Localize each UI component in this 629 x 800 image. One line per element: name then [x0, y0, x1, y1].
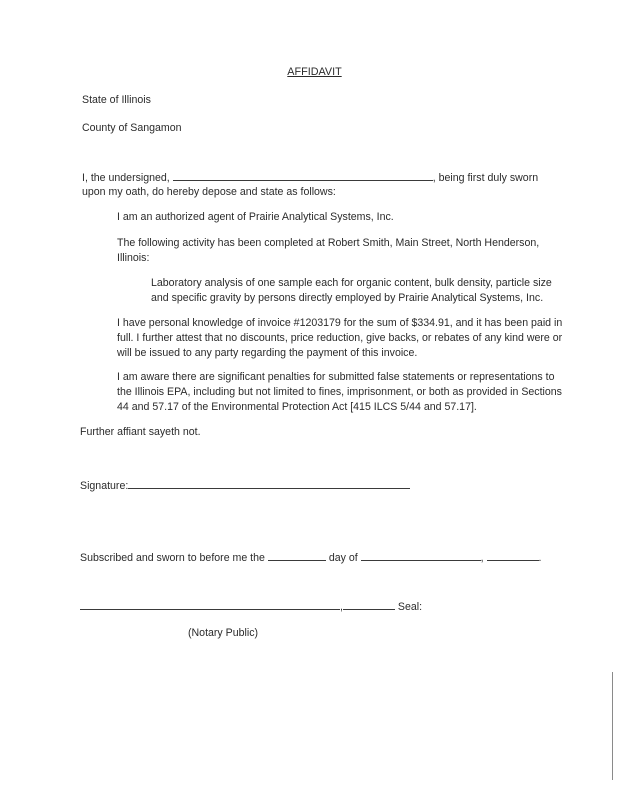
aware-line-1: I am aware there are significant penalties for submitted false statements or representations to: [117, 371, 555, 383]
scan-edge-mark: [612, 672, 613, 780]
activity-line-2: Illinois:: [117, 252, 150, 264]
signature-line: [80, 478, 410, 493]
seal-label: Seal:: [397, 601, 423, 613]
subscribed-prefix: Subscribed and sworn to before me the: [80, 552, 265, 564]
subscribed-period: .: [538, 552, 542, 564]
notary-signature-field[interactable]: [80, 599, 340, 610]
state-line: State of Illinois: [82, 94, 151, 106]
signature-label: Signature:: [80, 480, 129, 492]
analysis-line-1: Laboratory analysis of one sample each for organic content, bulk density, particle size: [151, 277, 552, 289]
notary-line: [80, 599, 422, 614]
agent-statement: I am an authorized agent of Prairie Analytical Systems, Inc.: [117, 211, 394, 223]
invoice-line-3: will be issued to any party regarding the payment of this invoice.: [117, 347, 418, 359]
intro-prefix: I, the undersigned,: [82, 172, 170, 184]
subscribed-line: [80, 550, 542, 565]
intro-line-1: [82, 170, 538, 185]
signature-field[interactable]: [128, 478, 410, 489]
undersigned-name-field[interactable]: [173, 170, 433, 181]
document-title: AFFIDAVIT: [287, 66, 342, 78]
year-field[interactable]: [487, 550, 539, 561]
county-line: County of Sangamon: [82, 122, 182, 134]
day-of-label: day of: [328, 552, 358, 564]
analysis-line-2: and specific gravity by persons directly employed by Prairie Analytical Systems, Inc.: [151, 292, 544, 304]
subscribed-comma: ,: [480, 552, 484, 564]
aware-line-3: 44 and 57.17 of the Environmental Protection Act [415 ILCS 5/44 and 57.17].: [117, 401, 477, 413]
notary-comma: ,: [340, 601, 343, 613]
aware-line-2: the Illinois EPA, including but not limited to fines, imprisonment, or both as provided in Sections: [117, 386, 562, 398]
month-field[interactable]: [361, 550, 481, 561]
notary-public-label: (Notary Public): [188, 627, 259, 639]
invoice-line-2: full. I further attest that no discounts, price reduction, give backs, or rebates of any kind were or: [117, 332, 563, 344]
intro-line-2: upon my oath, do hereby depose and state as follows:: [82, 186, 336, 198]
notary-date-field[interactable]: [343, 599, 395, 610]
day-field[interactable]: [268, 550, 326, 561]
intro-suffix: , being first duly sworn: [432, 172, 539, 184]
invoice-line-1: I have personal knowledge of invoice #1203179 for the sum of $334.91, and it has been paid in: [117, 317, 563, 329]
activity-line-1: The following activity has been completed at Robert Smith, Main Street, North Henderson,: [117, 237, 540, 249]
further-affiant: Further affiant sayeth not.: [80, 426, 201, 438]
